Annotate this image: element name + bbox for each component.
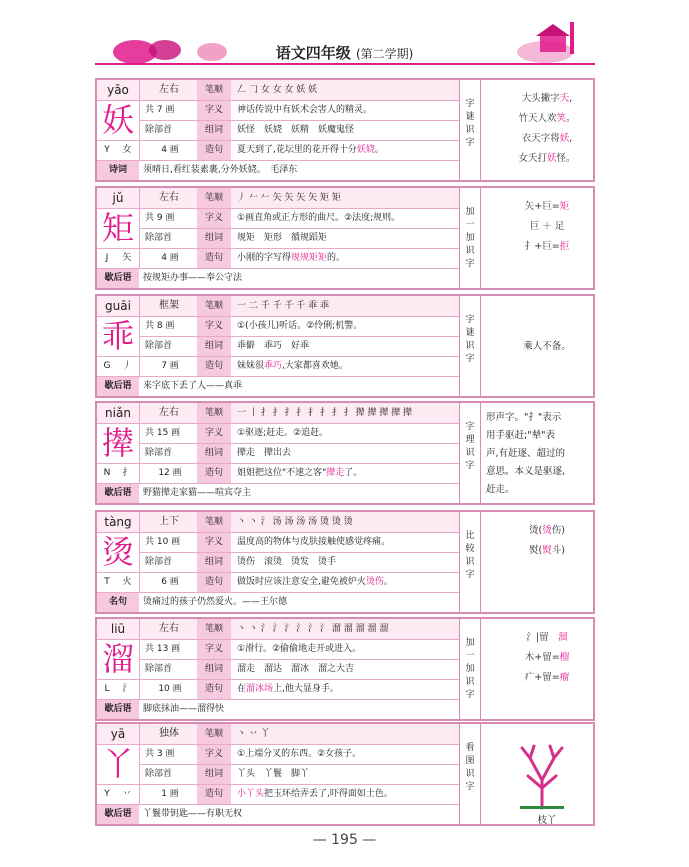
method-label-text: 字谜识字 (465, 99, 475, 148)
page-header (0, 0, 689, 78)
method-content (482, 403, 595, 503)
radical: 火 (122, 577, 132, 587)
sentence-label: 造句 (197, 356, 231, 376)
words-label: 组词 (197, 120, 231, 140)
radical: 扌 (122, 468, 132, 478)
divider (139, 336, 459, 337)
big-character: 丫 (101, 745, 134, 783)
meaning-row (139, 744, 459, 764)
radical: 矢 (122, 253, 132, 263)
pinyin: niǎn (105, 406, 131, 420)
method-line: 女夭打妖怪。 (518, 153, 576, 164)
radical-label: 除部首 (145, 341, 173, 351)
stroke-row (97, 403, 459, 423)
sentence-text: 。 (383, 577, 393, 587)
stroke-count: 共 7 画 (145, 105, 175, 115)
method-content (482, 296, 595, 396)
method-line: 意思。本义是驱逐, (486, 466, 566, 477)
sentence-label: 造句 (197, 248, 231, 268)
method-content (482, 724, 595, 824)
sentence-text: 在 (237, 684, 247, 694)
strokes-label: 笔顺 (197, 403, 231, 423)
big-character: 妖 (101, 101, 134, 139)
method-line: 竹天人欢笑。 (518, 113, 576, 124)
letter-radical (97, 248, 139, 268)
divider (97, 160, 459, 161)
char-card (95, 78, 595, 182)
words-row (139, 764, 459, 784)
extra-label: 歇后语 (97, 699, 139, 719)
meaning: ①驱逐;赶走。②追赶。 (237, 428, 329, 438)
divider (97, 592, 459, 593)
method-line: 氵|留 溜 (526, 632, 568, 643)
structure: 左右 (159, 623, 179, 634)
words-row (139, 228, 459, 248)
extra-text: 须晴日,看红装素裹,分外妖娆。 毛泽东 (143, 165, 298, 175)
meaning-row (139, 532, 459, 552)
char-card (95, 186, 595, 290)
meaning-row (139, 423, 459, 443)
sentence-text: 上,他大显身手。 (273, 684, 339, 694)
remaining-strokes: 1 画 (161, 789, 179, 799)
method-line: 赶走。 (486, 484, 515, 495)
method-line: 衣天字将妖, (521, 133, 573, 144)
stroke-count: 共 13 画 (145, 644, 181, 654)
stroke-order: 𠃋 𠃌 女 女 女 妖 妖 (237, 85, 318, 95)
index-letter: T (104, 577, 110, 587)
stroke-count: 共 9 画 (145, 213, 175, 223)
letter-radical (97, 572, 139, 592)
sentence-text: 夏天到了,花坛里的花开得十分 (237, 145, 357, 155)
pinyin: guāi (105, 299, 131, 313)
strokes-label: 笔顺 (197, 619, 231, 639)
extra-text: 来字底下丢了人——真乖 (143, 381, 243, 391)
sentence-row (139, 572, 459, 592)
big-character: 烫 (101, 533, 134, 571)
letter-radical (97, 679, 139, 699)
sentence-label: 造句 (197, 679, 231, 699)
meaning-label: 字义 (197, 532, 231, 552)
remaining-strokes: 6 画 (161, 577, 179, 587)
method-line: 熨(熨斗) (529, 545, 565, 556)
structure: 左右 (159, 407, 179, 418)
method-label-text: 字谜识字 (465, 315, 475, 364)
sentence-row (139, 248, 459, 268)
sentence (237, 463, 459, 483)
title-subtitle: (第二学期) (355, 47, 414, 61)
stroke-row (97, 512, 459, 532)
divider (139, 659, 459, 660)
meaning-row (139, 208, 459, 228)
tree-icon (512, 740, 572, 810)
sentence-row (139, 784, 459, 804)
extra-label: 歇后语 (97, 376, 139, 396)
char-card (95, 294, 595, 398)
pinyin: yā (110, 727, 126, 741)
method-label-text: 比较识字 (465, 531, 475, 580)
meaning-label: 字义 (197, 639, 231, 659)
words: 妖怪 妖娆 妖精 妖魔鬼怪 (237, 125, 355, 135)
sentence-highlight: 妖娆 (356, 145, 375, 155)
structure: 独体 (159, 728, 179, 739)
sentence-label: 造句 (197, 784, 231, 804)
sentence (237, 248, 459, 268)
extra-text: 烫痛过的孩子仍然爱火。——王尔德 (143, 597, 288, 607)
meaning: ①(小孩儿)听话。②伶俐;机警。 (237, 321, 363, 331)
divider (97, 140, 459, 141)
method-content (482, 512, 595, 612)
sentence-text: 做饭时应该注意安全,避免被炉火 (237, 577, 366, 587)
divider (139, 619, 140, 699)
stroke-order: 一 丨 扌 扌 扌 扌 扌 扌 扌 扌 撵 撵 撵 撵 撵 (237, 408, 413, 418)
sentence-highlight: 小丫头 (237, 789, 265, 799)
stroke-row (97, 80, 459, 100)
divider (97, 483, 459, 484)
big-character: 撵 (101, 424, 134, 462)
method-label (459, 80, 481, 180)
method-content (482, 188, 595, 288)
radical-label: 除部首 (145, 125, 173, 135)
divider (97, 463, 459, 464)
sentence-text: 把玉环给弄丢了,吓得面如土色。 (264, 789, 393, 799)
index-letter: N (103, 468, 111, 478)
remaining-strokes: 4 画 (161, 145, 179, 155)
words-row (139, 552, 459, 572)
header-decoration (0, 0, 689, 78)
stroke-order: 丶 丶 氵 汤 汤 汤 汤 烫 烫 烫 (237, 517, 353, 527)
remaining-strokes: 10 画 (158, 684, 182, 694)
method-content (482, 80, 595, 180)
page-title (0, 42, 689, 63)
method-line: 疒+留=瘤 (524, 672, 570, 683)
sentence-highlight: 烫伤 (365, 577, 384, 587)
sentence-row (139, 140, 459, 160)
method-label (459, 296, 481, 396)
words-label: 组词 (197, 443, 231, 463)
meaning-label: 字义 (197, 744, 231, 764)
letter-radical (97, 463, 139, 483)
sentence-text: 妹妹很 (237, 361, 265, 371)
words-label: 组词 (197, 228, 231, 248)
radical: 丿 (122, 361, 132, 371)
divider (139, 188, 140, 268)
extra-text: 按规矩办事——奉公守法 (143, 273, 243, 283)
divider (97, 699, 459, 700)
stroke-row (97, 296, 459, 316)
meaning: 温度高的物体与皮肤接触使感觉疼痛。 (237, 537, 391, 547)
strokes-label: 笔顺 (197, 512, 231, 532)
words: 乖僻 乖巧 好乖 (237, 341, 310, 351)
char-card (95, 401, 595, 505)
letter-radical (97, 140, 139, 160)
pinyin: liū (110, 622, 126, 636)
meaning-row (139, 316, 459, 336)
char-card (95, 722, 595, 826)
page-number: — 195 — (312, 832, 377, 848)
radical-label: 除部首 (145, 448, 173, 458)
sentence-text: 。 (374, 145, 384, 155)
extra-label: 名句 (97, 592, 139, 612)
method-label (459, 724, 481, 824)
method-line: 巨 ＋ 足 (529, 221, 565, 232)
words: 丫头 丫鬟 脚丫 (237, 769, 310, 779)
radical-label: 除部首 (145, 557, 173, 567)
extra-text: 野猫撵走家猫——喧宾夺主 (143, 488, 252, 498)
radical: 氵 (122, 684, 132, 694)
char-card (95, 617, 595, 721)
sentence (237, 572, 459, 592)
sentence-text: 姐姐把这位"不速之客" (237, 468, 327, 478)
divider (97, 376, 459, 377)
sentence-row (139, 463, 459, 483)
sentence-highlight: 乖巧 (264, 361, 283, 371)
extra-text: 脚底抹油——溜得快 (143, 704, 225, 714)
meaning: ①滑行。②偷偷地走开或进入。 (237, 644, 362, 654)
extra-text: 丫鬟带钥匙——有职无权 (143, 809, 243, 819)
divider (97, 572, 459, 573)
strokes-label: 笔顺 (197, 188, 231, 208)
meaning: ①上端分叉的东西。②女孩子。 (237, 749, 362, 759)
method-content (482, 619, 595, 719)
divider (139, 403, 140, 483)
strokes-label: 笔顺 (197, 296, 231, 316)
sentence (237, 140, 459, 160)
index-letter: L (104, 684, 110, 694)
divider (139, 552, 459, 553)
divider (97, 208, 459, 209)
method-label-text: 加一加识字 (465, 638, 475, 700)
sentence (237, 784, 459, 804)
stroke-count: 共 10 画 (145, 537, 181, 547)
divider (139, 764, 459, 765)
radical-label: 除部首 (145, 769, 173, 779)
meaning-row (139, 100, 459, 120)
divider (97, 744, 459, 745)
divider (97, 268, 459, 269)
big-character: 乖 (101, 317, 134, 355)
index-letter: Y (104, 789, 110, 799)
sentence-text: 的。 (327, 253, 346, 263)
stroke-order: 一 二 千 千 千 千 乖 乖 (237, 301, 330, 311)
method-line: 烫(烫伤) (529, 525, 565, 536)
remaining-strokes: 7 画 (161, 361, 179, 371)
method-line: 声,有赶逐、超过的 (486, 448, 566, 459)
sentence-highlight: 规规矩矩 (291, 253, 328, 263)
structure: 左右 (159, 192, 179, 203)
sentence (237, 356, 459, 376)
sentence-label: 造句 (197, 463, 231, 483)
method-line: 矢+巨=矩 (524, 201, 570, 212)
method-label (459, 619, 481, 719)
letter-radical (97, 356, 139, 376)
sentence-text: 了。 (344, 468, 363, 478)
divider (97, 639, 459, 640)
remaining-strokes: 4 画 (161, 253, 179, 263)
structure: 左右 (159, 84, 179, 95)
stroke-row (97, 188, 459, 208)
sentence-label: 造句 (197, 572, 231, 592)
method-label (459, 512, 481, 612)
words-row (139, 120, 459, 140)
extra-label: 歇后语 (97, 268, 139, 288)
divider (139, 724, 140, 804)
radical-label: 除部首 (145, 664, 173, 674)
pinyin: yāo (107, 83, 129, 97)
char-card (95, 510, 595, 614)
stroke-count: 共 8 画 (145, 321, 175, 331)
meaning-label: 字义 (197, 208, 231, 228)
method-label (459, 188, 481, 288)
title-main: 语文四年级 (275, 44, 351, 62)
pinyin: jǔ (112, 191, 124, 205)
index-letter: G (103, 361, 111, 371)
words-row (139, 336, 459, 356)
divider (139, 443, 459, 444)
meaning-row (139, 639, 459, 659)
sentence-highlight: 溜冰场 (246, 684, 274, 694)
meaning-label: 字义 (197, 423, 231, 443)
method-label-text: 字理识字 (465, 422, 475, 471)
method-line: 形声字。"扌"表示 (486, 412, 562, 423)
radical-label: 除部首 (145, 233, 173, 243)
method-label-text: 加一加识字 (465, 207, 475, 269)
words: 烫伤 滚烫 烫发 烫手 (237, 557, 337, 567)
stroke-count: 共 15 画 (145, 428, 181, 438)
words-row (139, 659, 459, 679)
words-row (139, 443, 459, 463)
meaning-label: 字义 (197, 100, 231, 120)
divider (97, 316, 459, 317)
sentence-text: 小刚的字写得 (237, 253, 292, 263)
divider (97, 248, 459, 249)
radical: 女 (122, 145, 132, 155)
extra-label: 歇后语 (97, 804, 139, 824)
divider (139, 120, 459, 121)
structure: 框架 (159, 300, 179, 311)
divider (97, 679, 459, 680)
divider (97, 804, 459, 805)
divider (97, 532, 459, 533)
big-character: 溜 (101, 640, 134, 678)
pinyin: tàng (104, 515, 132, 529)
stroke-order: 丶 丷 丫 (237, 729, 270, 739)
stroke-order: 丶 丶 氵 氵 氵 氵 氵 氵 溜 溜 溜 溜 溜 (237, 624, 389, 634)
stroke-count: 共 3 画 (145, 749, 175, 759)
sentence-text: ,大家都喜欢她。 (282, 361, 348, 371)
meaning: 神话传说中有妖术会害人的精灵。 (237, 105, 373, 115)
words: 溜走 溜达 溜冰 溜之大吉 (237, 664, 355, 674)
method-label-text: 看图识字 (465, 743, 475, 792)
radical: 丷 (122, 789, 132, 799)
divider (97, 100, 459, 101)
words-label: 组词 (197, 336, 231, 356)
sentence-row (139, 679, 459, 699)
remaining-strokes: 12 画 (158, 468, 182, 478)
structure: 上下 (159, 516, 179, 527)
method-line: 木+留=榴 (524, 652, 570, 663)
strokes-label: 笔顺 (197, 724, 231, 744)
method-line: 枝丫 (537, 815, 557, 826)
divider (139, 80, 140, 160)
method-line: 用手驱赶;"辇"表 (486, 430, 555, 441)
strokes-label: 笔顺 (197, 80, 231, 100)
method-line: 大头撇字夭, (521, 93, 573, 104)
sentence-row (139, 356, 459, 376)
method-line: 乘人不备。 (523, 341, 571, 352)
divider (139, 512, 140, 592)
extra-label: 歇后语 (97, 483, 139, 503)
stroke-row (97, 724, 459, 744)
words-label: 组词 (197, 552, 231, 572)
method-line: 扌+巨=拒 (524, 241, 570, 252)
meaning: ①画直角或正方形的曲尺。②法度;规则。 (237, 213, 401, 223)
extra-label: 诗词 (97, 160, 139, 180)
divider (97, 784, 459, 785)
index-letter: J (105, 253, 109, 263)
sentence-highlight: 撵走 (326, 468, 345, 478)
divider (139, 296, 140, 376)
divider (97, 356, 459, 357)
method-label (459, 403, 481, 503)
sentence (237, 679, 459, 699)
divider (97, 423, 459, 424)
stroke-row (97, 619, 459, 639)
index-letter: Y (104, 145, 110, 155)
big-character: 矩 (101, 209, 134, 247)
letter-radical (97, 784, 139, 804)
words: 规矩 矩形 循规蹈矩 (237, 233, 328, 243)
words-label: 组词 (197, 659, 231, 679)
words-label: 组词 (197, 764, 231, 784)
words: 撵走 撵出去 (237, 448, 292, 458)
sentence-label: 造句 (197, 140, 231, 160)
stroke-order: 丿 𠂉 𠂉 矢 矢 矢 矢 矩 矩 (237, 193, 341, 203)
divider (139, 228, 459, 229)
meaning-label: 字义 (197, 316, 231, 336)
